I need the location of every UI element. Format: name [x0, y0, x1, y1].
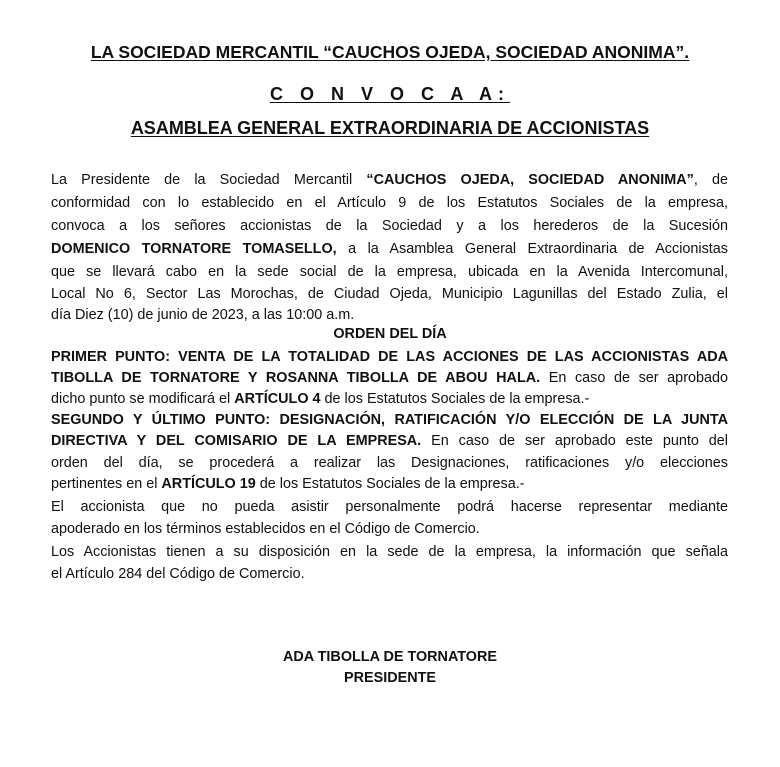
body-text: La Presidente de la Sociedad Mercantil [51, 172, 367, 188]
body-line-4 [51, 239, 728, 259]
body-line-7: día Diez (10) de junio de 2023, a las 10:00 a.m. [51, 307, 355, 323]
body-text: En caso de ser aprobado [540, 370, 728, 386]
body-text: de los Estatutos Sociales de la empresa.- [255, 476, 525, 492]
assembly-heading: ASAMBLEA GENERAL EXTRAORDINARIA DE ACCIONISTAS [130, 118, 650, 138]
agenda-point-1-line-3 [51, 389, 728, 409]
body-text: , de [693, 172, 728, 188]
convoca-heading: C O N V O C A A: [270, 84, 510, 104]
body-line-5: que se llevará cabo en la sede social de la empresa, ubicada en la Avenida Intercomunal, [51, 264, 728, 280]
body-line-2: conformidad con lo establecido en el Artículo 9 de los Estatutos Sociales de la empresa, [51, 195, 728, 211]
signer-role: PRESIDENTE [344, 670, 436, 686]
body-text: de los Estatutos Sociales de la empresa.- [320, 391, 590, 407]
body-line-3: convoca a los señores accionistas de la Sociedad y a los herederos de la Sucesión [51, 218, 728, 234]
article-ref: ARTÍCULO 19 [161, 476, 256, 492]
agenda-point-2-line-4 [51, 474, 728, 494]
company-name: “CAUCHOS OJEDA, SOCIEDAD ANONIMA” [366, 172, 694, 188]
body-text: En caso de ser aprobado este punto del [421, 433, 728, 449]
article-ref: ARTÍCULO 4 [234, 391, 321, 407]
signer-name: ADA TIBOLLA DE TORNATORE [283, 649, 497, 665]
agenda-heading: ORDEN DEL DÍA [333, 326, 447, 342]
body-text: DIRECTIVA Y DEL COMISARIO DE LA EMPRESA. [51, 433, 422, 449]
body-text: TIBOLLA DE TORNATORE Y ROSANNA TIBOLLA DE ABOU HALA. [51, 370, 541, 386]
company-title: LA SOCIEDAD MERCANTIL “CAUCHOS OJEDA, SOCIEDAD ANONIMA”. [90, 42, 690, 62]
estate-name: DOMENICO TORNATORE TOMASELLO, [51, 241, 337, 257]
info-note-line-1: Los Accionistas tienen a su disposición en la sede de la empresa, la información que señala [51, 544, 728, 560]
body-line-1 [51, 170, 728, 190]
agenda-point-2-line-2 [51, 431, 728, 451]
proxy-note-line-1: El accionista que no pueda asistir personalmente podrá hacerse representar mediante [51, 499, 728, 515]
body-text: pertinentes en el [51, 476, 162, 492]
agenda-point-2-line-1: SEGUNDO Y ÚLTIMO PUNTO: DESIGNACIÓN, RATIFICACIÓN Y/O ELECCIÓN DE LA JUNTA [51, 412, 728, 428]
info-note-line-2: el Artículo 284 del Código de Comercio. [51, 566, 305, 582]
body-text: dicho punto se modificará el [51, 391, 235, 407]
body-line-6: Local No 6, Sector Las Morochas, de Ciudad Ojeda, Municipio Lagunillas del Estado Zulia, el [51, 286, 728, 302]
body-text: a la Asamblea General Extraordinaria de Accionistas [336, 241, 728, 257]
agenda-point-1-line-1: PRIMER PUNTO: VENTA DE LA TOTALIDAD DE LAS ACCIONES DE LAS ACCIONISTAS ADA [51, 349, 728, 365]
agenda-point-2-line-3: orden del día, se procederá a realizar las Designaciones, ratificaciones y/o elecciones [51, 455, 728, 471]
proxy-note-line-2: apoderado en los términos establecidos en el Código de Comercio. [51, 521, 480, 537]
agenda-point-1-line-2 [51, 368, 728, 388]
